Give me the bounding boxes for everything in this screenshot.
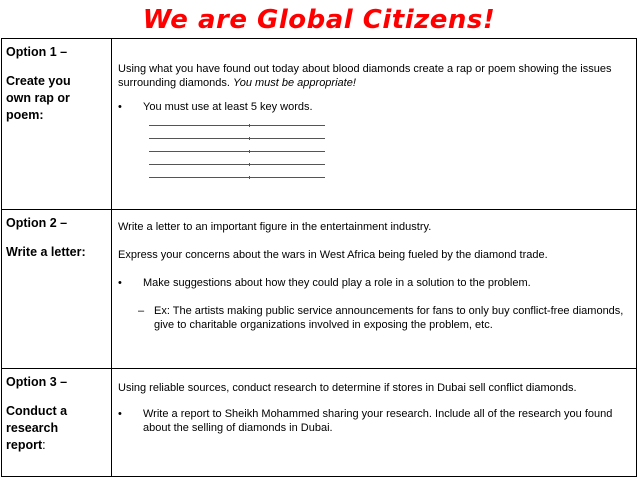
- blank-writing-line[interactable]: [149, 165, 325, 178]
- options-table: [1, 38, 637, 477]
- option-1-content-cell: [112, 39, 637, 210]
- option-3-bullet-text: Write a report to Sheikh Mohammed sharing your research. Include all of the research you found about the selling of diamonds in Dubai.: [143, 408, 613, 434]
- blank-writing-line[interactable]: [149, 113, 325, 126]
- dash-icon: –: [138, 305, 145, 317]
- option-1-heading: Option 1 –: [6, 45, 68, 59]
- option-2-para-1: Write a letter to an important figure in the entertainment industry.: [118, 221, 432, 233]
- option-2-row: [2, 210, 637, 369]
- option-2-sub-text: Ex: The artists making public service announcements for fans to only buy conflict-free diamonds, give to charitable organizations involved in exposing the problem, etc.: [154, 305, 624, 331]
- option-2-sub-bullet: [118, 304, 630, 332]
- option-1-intro-emphasis: You must be appropriate!: [232, 77, 356, 89]
- option-3-heading: Option 3 –: [6, 375, 68, 389]
- option-3-label-cell: [2, 369, 112, 477]
- option-3-label-line-1: Conduct a: [6, 404, 68, 418]
- bullet-icon: •: [118, 277, 122, 289]
- option-1-label-line-2: own rap or: [6, 91, 70, 105]
- option-3-label-line-2: research: [6, 421, 59, 435]
- option-3-label-line-3: report: [6, 438, 43, 452]
- option-1-label-line-1: Create you: [6, 74, 71, 88]
- option-2-label-line-1: Write a letter:: [6, 245, 86, 259]
- option-1-label-line-3: poem:: [6, 108, 44, 122]
- option-3-content-cell: [112, 369, 637, 477]
- option-2-bullet: [118, 276, 630, 290]
- option-3-label-colon: :: [42, 438, 46, 452]
- option-2-bullet-text: Make suggestions about how they could play a role in a solution to the problem.: [143, 277, 531, 289]
- option-3-row: [2, 369, 637, 477]
- option-3-para-1: Using reliable sources, conduct research to determine if stores in Dubai sell conflict diamonds.: [118, 382, 577, 394]
- option-1-bullet-text: You must use at least 5 key words.: [143, 101, 313, 113]
- option-1-label-cell: [2, 39, 112, 210]
- option-2-para-2: Express your concerns about the wars in West Africa being fueled by the diamond trade.: [118, 249, 548, 261]
- blank-writing-line[interactable]: [149, 126, 325, 139]
- blank-writing-line[interactable]: [149, 139, 325, 152]
- bullet-icon: •: [118, 408, 122, 420]
- option-3-bullet: [118, 407, 630, 435]
- option-1-intro-text: Using what you have found out today about blood diamonds create a rap or poem showing the issues surrounding diamonds.: [118, 63, 612, 89]
- option-1-row: [2, 39, 637, 210]
- blank-writing-line[interactable]: [149, 152, 325, 165]
- page-title: We are Global Citizens!: [142, 5, 496, 35]
- option-2-label-cell: [2, 210, 112, 369]
- bullet-icon: •: [118, 101, 122, 113]
- option-2-heading: Option 2 –: [6, 216, 68, 230]
- option-1-blank-lines: [118, 113, 630, 178]
- option-1-intro: [118, 62, 630, 90]
- option-2-content-cell: [112, 210, 637, 369]
- option-1-bullet: [118, 100, 630, 114]
